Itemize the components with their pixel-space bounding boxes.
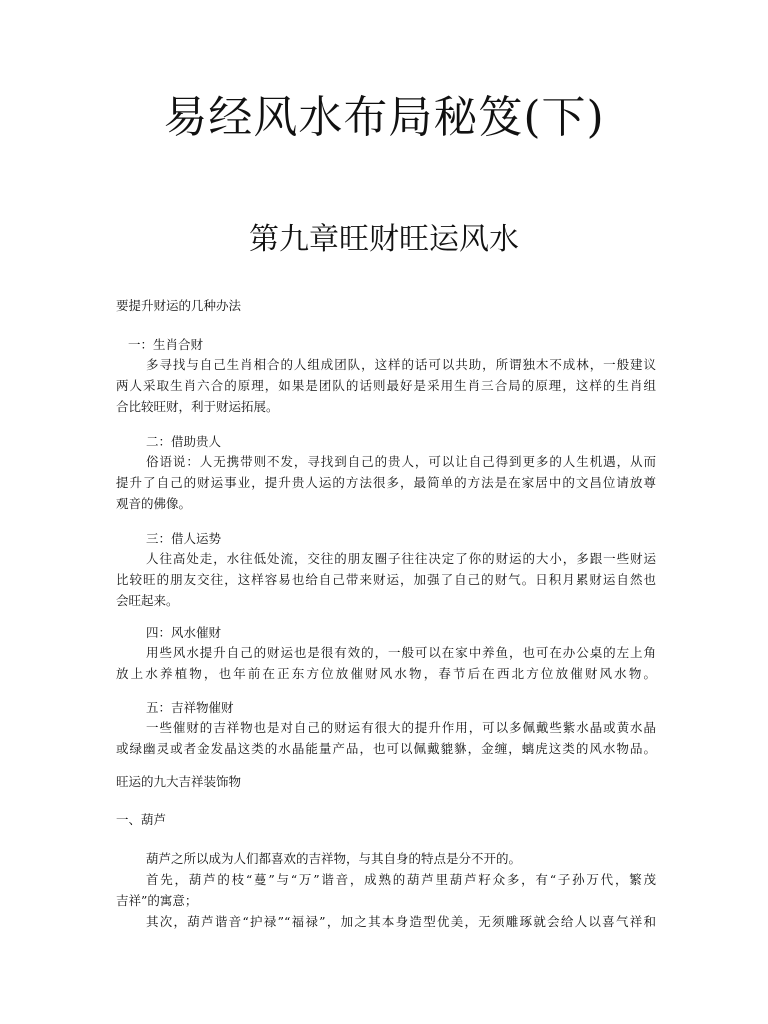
paragraph-line: 观音的佛像。 xyxy=(116,496,192,511)
paragraph-line: 或绿幽灵或者金发晶这类的水晶能量产品，也可以佩戴貔貅，金缠，螭虎这类的风水物品。 xyxy=(116,741,656,756)
paragraph-line: 提升了自己的财运事业，提升贵人运的方法很多，最简单的方法是在家居中的文昌位请放尊 xyxy=(116,475,656,490)
item-heading: 五：吉祥物催财 xyxy=(146,700,234,715)
paragraph-line: 多寻找与自己生肖相合的人组成团队，这样的话可以共助，所谓独木不成林，一般建议 xyxy=(146,357,656,372)
item-heading: 二：借助贵人 xyxy=(146,434,222,449)
paragraph-line: 用些风水提升自己的财运也是很有效的，一般可以在家中养鱼，也可在办公桌的左上角 xyxy=(146,645,656,660)
item-heading: 一：生肖合财 xyxy=(128,337,204,352)
paragraph-line: 会旺起来。 xyxy=(116,593,179,608)
paragraph-line: 比较旺的朋友交往，这样容易也给自己带来财运，加强了自己的财气。日积月累财运自然也 xyxy=(116,572,656,587)
paragraph-line: 两人采取生肖六合的原理，如果是团队的话则最好是采用生肖三合局的原理，这样的生肖组 xyxy=(116,378,656,393)
section-heading: 旺运的九大吉祥装饰物 xyxy=(116,774,242,789)
paragraph-line: 俗语说：人无携带则不发，寻找到自己的贵人，可以让自己得到更多的人生机遇，从而 xyxy=(146,454,656,469)
paragraph-line: 其次，葫芦谐音“护禄”“福禄”，加之其本身造型优美，无须雕琢就会给人以喜气祥和 xyxy=(146,914,656,929)
paragraph-line: 首先，葫芦的枝“蔓”与“万”谐音，成熟的葫芦里葫芦籽众多，有“子孙万代，繁茂 xyxy=(146,872,656,887)
item-heading: 三：借人运势 xyxy=(146,531,222,546)
paragraph-line: 合比较旺财，利于财运拓展。 xyxy=(116,399,279,414)
section-heading: 要提升财运的几种办法 xyxy=(116,298,242,313)
paragraph-line: 放上水养植物，也年前在正东方位放催财风水物，春节后在西北方位放催财风水物。 xyxy=(116,666,656,681)
item-heading: 四：风水催财 xyxy=(146,625,222,640)
document-title: 易经风水布局秘笈(下) xyxy=(163,92,605,143)
chapter-title: 第九章旺财旺运风水 xyxy=(249,222,519,257)
paragraph-line: 人往高处走，水往低处流，交往的朋友圈子往往决定了你的财运的大小，多跟一些财运 xyxy=(146,551,656,566)
paragraph-line: 一些催财的吉祥物也是对自己的财运有很大的提升作用，可以多佩戴些紫水晶或黄水晶 xyxy=(146,720,656,735)
sub-heading: 一、葫芦 xyxy=(116,812,167,827)
paragraph-line: 葫芦之所以成为人们都喜欢的吉祥物，与其自身的特点是分不开的。 xyxy=(146,851,522,866)
paragraph-line: 吉祥”的寓意； xyxy=(116,893,198,908)
